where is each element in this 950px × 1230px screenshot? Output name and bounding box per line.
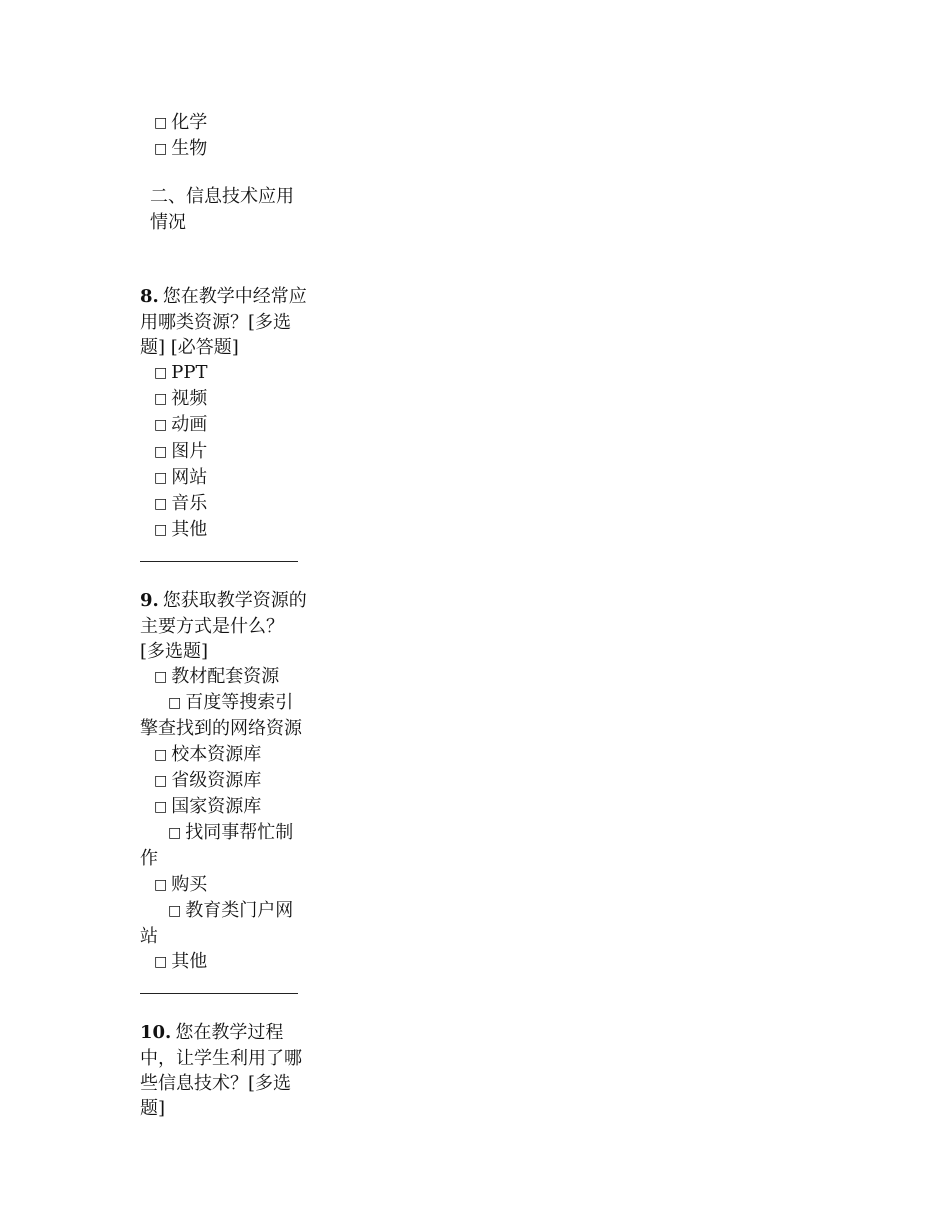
option-label: 省级资源库 [171, 769, 262, 791]
divider [140, 561, 298, 562]
checkbox-icon[interactable]: □ [168, 695, 182, 712]
option-video[interactable] [140, 386, 310, 412]
option-label: 百度等搜索引擎查找到的网络资源 [140, 692, 302, 740]
option-chemistry[interactable] [140, 110, 310, 136]
option-national-library[interactable] [140, 794, 310, 820]
question-10 [140, 1020, 310, 1121]
option-label: 国家资源库 [171, 796, 262, 818]
option-provincial-library[interactable] [140, 768, 310, 794]
option-ppt[interactable] [140, 360, 310, 386]
option-label: 教材配套资源 [171, 666, 280, 688]
option-education-portal[interactable] [140, 898, 310, 949]
option-label: PPT [171, 362, 208, 384]
checkbox-icon[interactable]: □ [154, 496, 168, 513]
checkbox-icon[interactable]: □ [168, 825, 182, 842]
checkbox-icon[interactable]: □ [168, 902, 182, 919]
checkbox-icon[interactable]: □ [154, 417, 168, 434]
question-8 [140, 284, 310, 360]
option-animation[interactable] [140, 412, 310, 438]
option-label: 教育类门户网站 [140, 899, 294, 948]
question-number: 9. [140, 590, 159, 612]
option-biology[interactable] [140, 136, 310, 162]
checkbox-icon[interactable]: □ [154, 141, 168, 158]
checkbox-icon[interactable]: □ [154, 443, 168, 460]
option-label: 图片 [171, 440, 208, 462]
question-number: 10. [140, 1022, 172, 1044]
checkbox-icon[interactable]: □ [154, 469, 168, 486]
option-label: 网站 [171, 466, 208, 488]
option-label: 音乐 [171, 493, 208, 515]
option-label: 购买 [171, 873, 208, 895]
section-title: 二、信息技术应用情况 [150, 186, 294, 234]
option-school-library[interactable] [140, 742, 310, 768]
question-text: 您获取教学资源的主要方式是什么？ [多选题] [140, 590, 307, 662]
option-label: 找同事帮忙制作 [140, 822, 294, 870]
option-music[interactable] [140, 491, 310, 517]
survey-page [140, 110, 310, 1121]
checkbox-icon[interactable]: □ [154, 365, 168, 382]
option-other[interactable] [140, 517, 310, 543]
option-label: 动画 [171, 414, 208, 436]
option-purchase[interactable] [140, 872, 310, 898]
option-other[interactable] [140, 949, 310, 975]
option-colleague-help[interactable] [140, 820, 310, 871]
checkbox-icon[interactable]: □ [154, 669, 168, 686]
option-label: 校本资源库 [171, 743, 262, 765]
question-number: 8. [140, 286, 159, 308]
question-text: 您在教学过程中，让学生利用了哪些信息技术？[多选题] [140, 1022, 302, 1120]
option-label: 生物 [171, 138, 208, 160]
checkbox-icon[interactable]: □ [154, 876, 168, 893]
option-search-engine[interactable] [140, 690, 310, 741]
option-website[interactable] [140, 465, 310, 491]
question-9 [140, 588, 310, 664]
option-picture[interactable] [140, 439, 310, 465]
option-label: 化学 [171, 112, 208, 133]
option-textbook-resources[interactable] [140, 664, 310, 690]
checkbox-icon[interactable]: □ [154, 799, 168, 816]
checkbox-icon[interactable]: □ [154, 746, 168, 763]
checkbox-icon[interactable]: □ [154, 772, 168, 789]
checkbox-icon[interactable]: □ [154, 522, 168, 539]
question-text: 您在教学中经常应用哪类资源？[多选题] [必答题] [140, 286, 307, 358]
option-label: 其他 [171, 519, 208, 541]
checkbox-icon[interactable]: □ [154, 115, 168, 131]
option-label: 其他 [171, 951, 208, 973]
checkbox-icon[interactable]: □ [154, 391, 168, 408]
checkbox-icon[interactable]: □ [154, 954, 168, 971]
option-label: 视频 [171, 388, 208, 410]
divider [140, 993, 298, 994]
